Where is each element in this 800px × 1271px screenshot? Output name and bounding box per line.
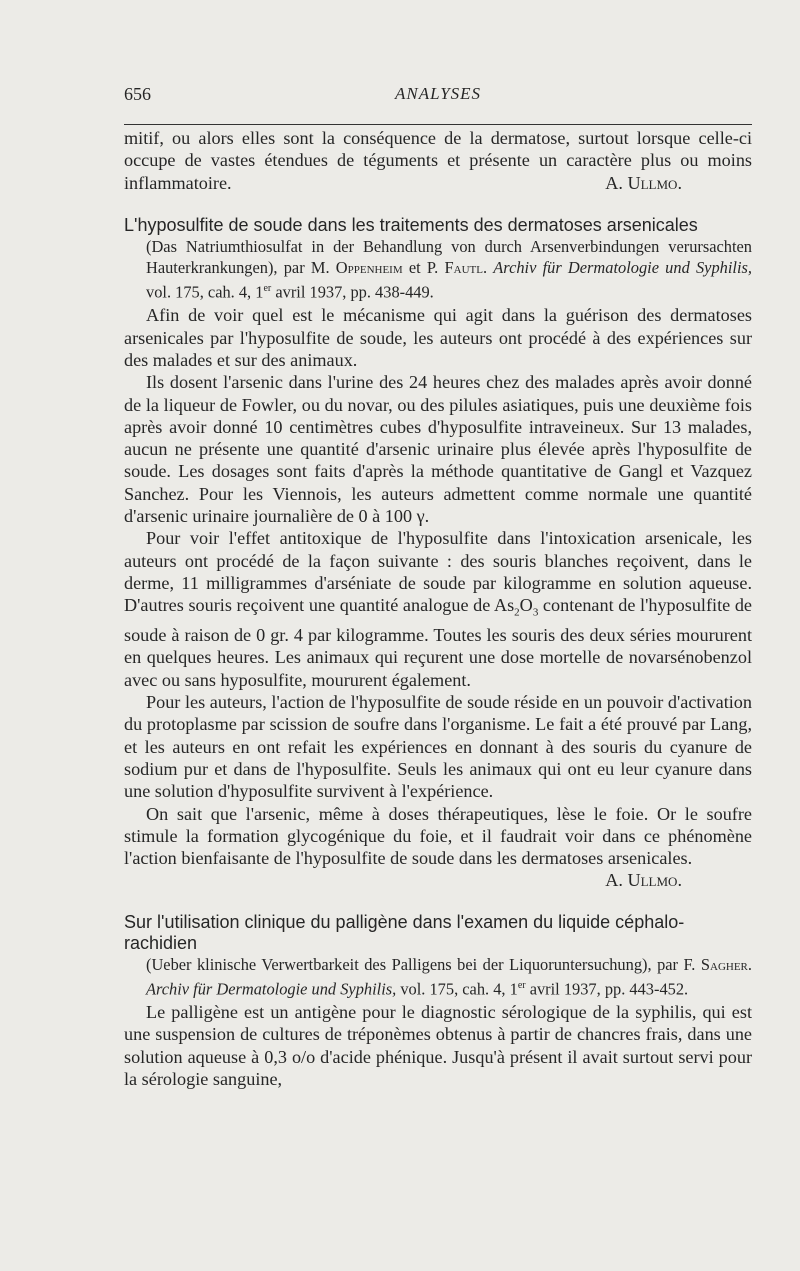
article2-author: Sagher. [700,954,752,974]
article2-reference: (Ueber klinische Verwertbarkeit des Palligens bei der Liquoruntersuchung), par F. Sagher. Archiv für Dermatologie und Syphilis, vol. 175, cah. 4, 1er avril 1937, pp. 443-452. [146,954,752,999]
article2-paragraph: Le palligène est un antigène pour le diagnostic sérologique de la syphilis, qui est une suspension de cultures de tréponèmes obtenus à partir de chancres frais, dans une solution aqueuse à 0,3 o/o d'acide phénique. Jusqu'à présent il avait surtout servi pour la sérologie sanguine, [124,1002,752,1090]
article1-paragraph: Pour les auteurs, l'action de l'hyposulfite de soude réside en un pouvoir d'activation du protoplasme par scission de soufre dans l'organisme. Le fait a été prouvé par Lang, et les auteurs en ont refait les expériences en donnant à des souris du cyanure de sodium pur et dans de l'hyposulfite. Seuls les animaux qui ont eu leur cyanure dans une solution d'hyposulfite survivent à l'expérience. [124,692,752,802]
article1-last-paragraph: On sait que l'arsenic, même à doses thérapeutiques, lèse le foie. Or le soufre stimule la formation glycogénique du foie, et il faudrait voir dans ce phénomène l'action bienfaisante de l'hyposulfite de soude dans les dermatoses arsenicales. A. Ullmo. [124,803,752,891]
article1-paragraph: Afin de voir quel est le mécanisme qui agit dans la guérison des dermatoses arsenicales par l'hyposulfite de soude, les auteurs ont procédé à des expériences sur des malades et sur des animaux. [124,305,752,370]
intro-text: mitif, ou alors elles sont la conséquence de la dermatose, surtout lorsque celle-ci occupe de vastes étendues de téguments et présente un caractère plus ou moins inflammatoire. [124,128,752,193]
page-header [124,84,752,112]
article2-journal: Archiv für Dermatologie und Syphilis, [146,979,397,999]
page-number: 656 [124,84,151,104]
running-head: ANALYSES [394,84,482,103]
article1-author2: Fautl. [444,257,488,277]
article-body [124,127,752,1090]
intro-signature: A. Ullmo. [605,172,682,193]
intro-paragraph [124,127,752,194]
article1-paragraph: Pour voir l'effet antitoxique de l'hyposulfite dans l'intoxication arsenicale, les auteurs ont procédé de la façon suivante : des souris blanches reçoivent, dans le derme, 11 milligrammes d'arséniate de soude par kilogramme en solution aqueuse. D'autres souris reçoivent une quantité analogue de $As_2O_3$ contenant de l'hyposulfite de soude à raison de 0 gr. 4 par kilogramme. Toutes les souris des deux séries moururent en quelques heures. Les animaux qui reçurent une dose mortelle de novarsénobenzol avec ou sans hyposulfite, moururent également. [124,528,752,690]
article2-title: Sur l'utilisation clinique du palligène dans l'examen du liquide céphalo-rachidien [124,911,685,953]
article1-journal: Archiv für Dermatologie und Syphilis, [493,257,752,277]
article1-title: L'hyposulfite de soude dans les traitements des dermatoses arsenicales [124,214,698,235]
article1-reference: (Das Natriumthiosulfat in der Behandlung von durch Arsenverbindungen verursachten Hauterkrankungen), par M. Oppenheim et P. Fautl. Archiv für Dermatologie und Syphilis, vol. 175, cah. 4, 1er avril 1937, pp. 438-449. [146,236,752,302]
article1-author1: Oppenheim [335,257,403,277]
article1-paragraph: Ils dosent l'arsenic dans l'urine des 24 heures chez des malades après avoir donné de la liqueur de Fowler, ou du novar, ou des pilules asiatiques, puis une deuxième fois après avoir donné 10 centimètres cubes d'hyposulfite intraveineux. Sur 13 malades, aucun ne présente une quantité d'arsenic urinaire plus élevée après l'hyposulfite de soude. Les dosages sont faits d'après la méthode quantitative de Gangl et Vazquez Sanchez. Pour les Viennois, les auteurs admettent comme normale une quantité d'arsenic urinaire journalière de 0 à 100 γ. [124,372,752,527]
header-rule [124,124,752,125]
article1-signature: A. Ullmo. [605,870,682,891]
